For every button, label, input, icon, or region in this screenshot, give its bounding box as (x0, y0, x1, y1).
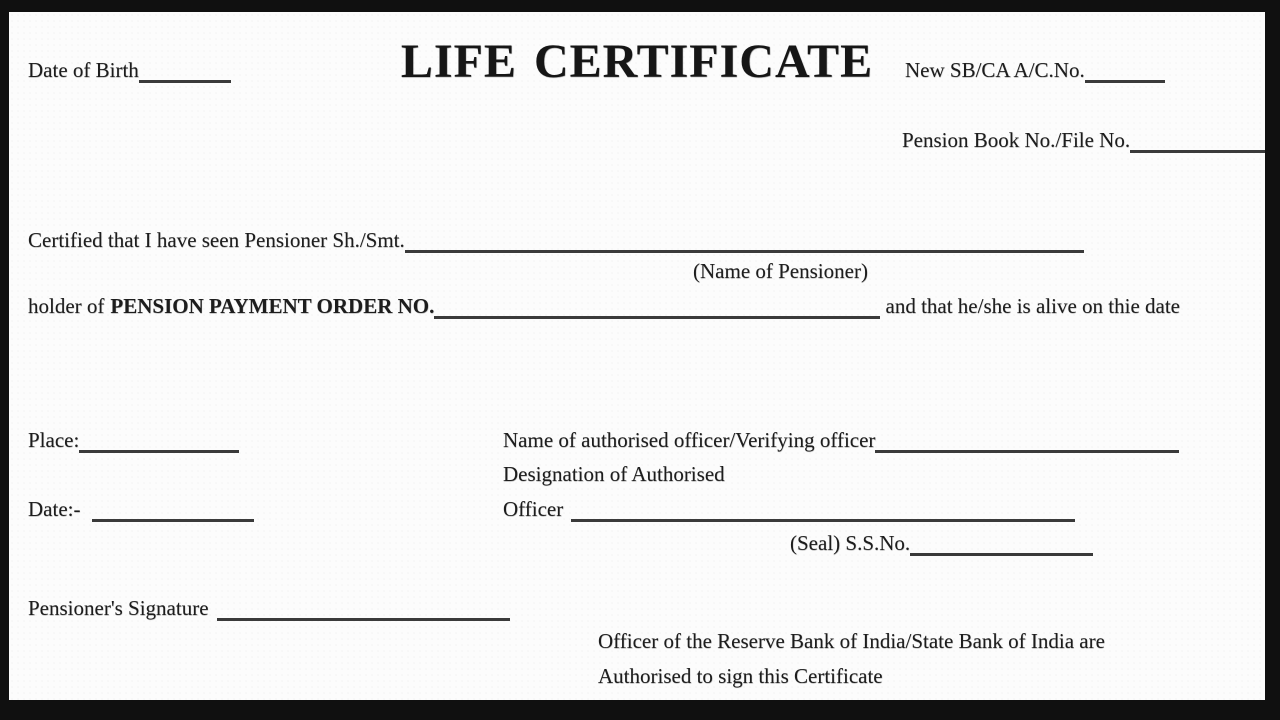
designation-label: Designation of Authorised (503, 462, 725, 486)
seal-row (790, 529, 1093, 556)
date-of-birth-label: Date of Birth (28, 58, 139, 82)
account-number-blank-line (1085, 56, 1165, 83)
officer-name-label: Name of authorised officer/Verifying officer (503, 428, 876, 452)
officer-blank-line (571, 495, 1075, 522)
pension-book-blank-line (1130, 126, 1265, 153)
seal-ssno-label: (Seal) S.S.No. (790, 531, 911, 555)
date-label: Date:- (28, 497, 81, 521)
ppo-label: PENSION PAYMENT ORDER NO. (110, 294, 435, 318)
officer-name-row (503, 426, 1179, 453)
pensioner-signature-blank-line (217, 594, 510, 621)
certified-row (28, 226, 1084, 253)
place-row (28, 426, 239, 453)
officer-name-blank-line (875, 426, 1179, 453)
officer-row (503, 495, 1075, 522)
pensioner-signature-label: Pensioner's Signature (28, 596, 209, 620)
alive-statement: and that he/she is alive on thie date (885, 294, 1180, 318)
certificate-title: LIFE CERTIFICATE (400, 35, 874, 88)
ppo-row (28, 292, 1180, 319)
account-number-row (905, 56, 1165, 83)
name-of-pensioner-caption: (Name of Pensioner) (693, 259, 868, 283)
seal-ssno-blank-line (910, 529, 1093, 556)
officer-label: Officer (503, 497, 564, 521)
pension-book-label: Pension Book No./File No. (902, 128, 1131, 152)
pension-book-row (902, 126, 1265, 153)
date-blank-line (92, 495, 254, 522)
footer-line-1: Officer of the Reserve Bank of India/State Bank of India are (598, 629, 1105, 653)
date-row (28, 495, 254, 522)
pensioner-signature-row (28, 594, 510, 621)
holder-prefix: holder of (28, 294, 105, 318)
ppo-blank-line (434, 292, 879, 319)
certified-statement: Certified that I have seen Pensioner Sh./Smt. (28, 228, 405, 252)
footer-line-2: Authorised to sign this Certificate (598, 664, 883, 688)
account-number-label: New SB/CA A/C.No. (905, 58, 1085, 82)
place-blank-line (79, 426, 239, 453)
place-label: Place: (28, 428, 80, 452)
pensioner-name-blank-line (405, 226, 1084, 253)
